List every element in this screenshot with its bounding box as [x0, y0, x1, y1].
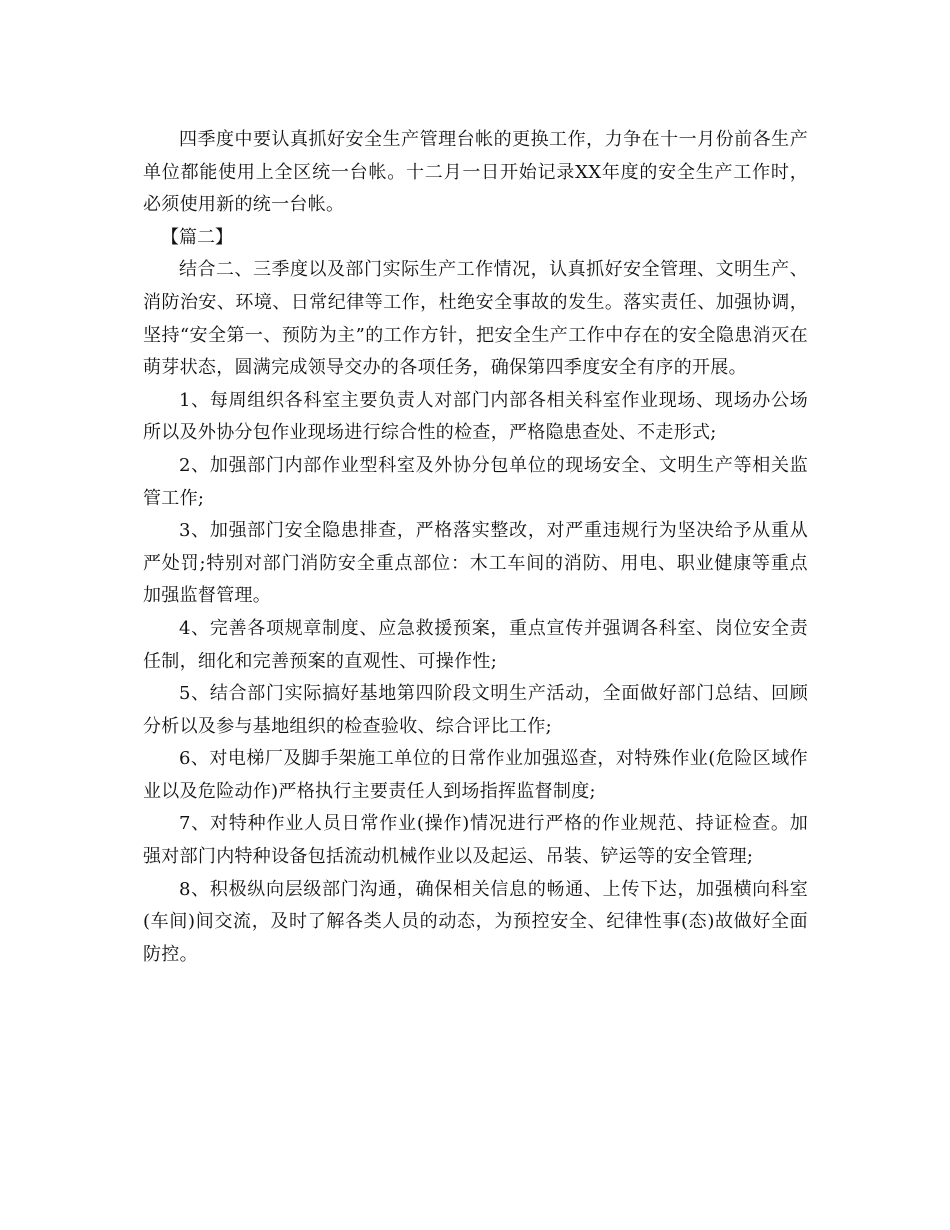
list-item-4: 4、完善各项规章制度、应急救援预案，重点宣传并强调各科室、岗位安全责任制，细化和完善预案的直观性、可操作性;: [143, 617, 808, 672]
paragraph-ledger-replacement: 四季度中要认真抓好安全生产管理台帐的更换工作，力争在十一月份前各生产单位都能使用上全区统一台帐。十二月一日开始记录XX年度的安全生产工作时，必须使用新的统一台帐。: [143, 129, 808, 216]
list-item-7: 7、对特种作业人员日常作业(操作)情况进行严格的作业规范、持证检查。加强对部门内特种设备包括流动机械作业以及起运、吊装、铲运等的安全管理;: [143, 813, 808, 868]
list-item-2: 2、加强部门内部作业型科室及外协分包单位的现场安全、文明生产等相关监管工作;: [143, 454, 808, 509]
paragraph-overview: 结合二、三季度以及部门实际生产工作情况，认真抓好安全管理、文明生产、消防治安、环境、日常纪律等工作，杜绝安全事故的发生。落实责任、加强协调，坚持“安全第一、预防为主”的工作方针，把安全生产工作中存在的安全隐患消灭在萌芽状态，圆满完成领导交办的各项任务，确保第四季度安全有序的开展。: [143, 259, 808, 379]
document-body: [143, 124, 808, 971]
list-item-3: 3、加强部门安全隐患排查，严格落实整改，对严重违规行为坚决给予从重从严处罚;特别对部门消防安全重点部位：木工车间的消防、用电、职业健康等重点加强监督管理。: [143, 520, 808, 607]
list-item-8: 8、积极纵向层级部门沟通，确保相关信息的畅通、上传下达，加强横向科室(车间)间交流，及时了解各类人员的动态，为预控安全、纪律性事(态)故做好全面防控。: [143, 878, 808, 965]
section-heading-part-two: 【篇二】: [161, 226, 233, 248]
list-item-6: 6、对电梯厂及脚手架施工单位的日常作业加强巡查，对特殊作业(危险区域作业以及危险动作)严格执行主要责任人到场指挥监督制度;: [143, 748, 808, 802]
list-item-5: 5、结合部门实际搞好基地第四阶段文明生产活动，全面做好部门总结、回顾分析以及参与基地组织的检查验收、综合评比工作;: [143, 683, 808, 737]
list-item-1: 1、每周组织各科室主要负责人对部门内部各相关科室作业现场、现场办公场所以及外协分包作业现场进行综合性的检查，严格隐患查处、不走形式;: [143, 389, 808, 444]
